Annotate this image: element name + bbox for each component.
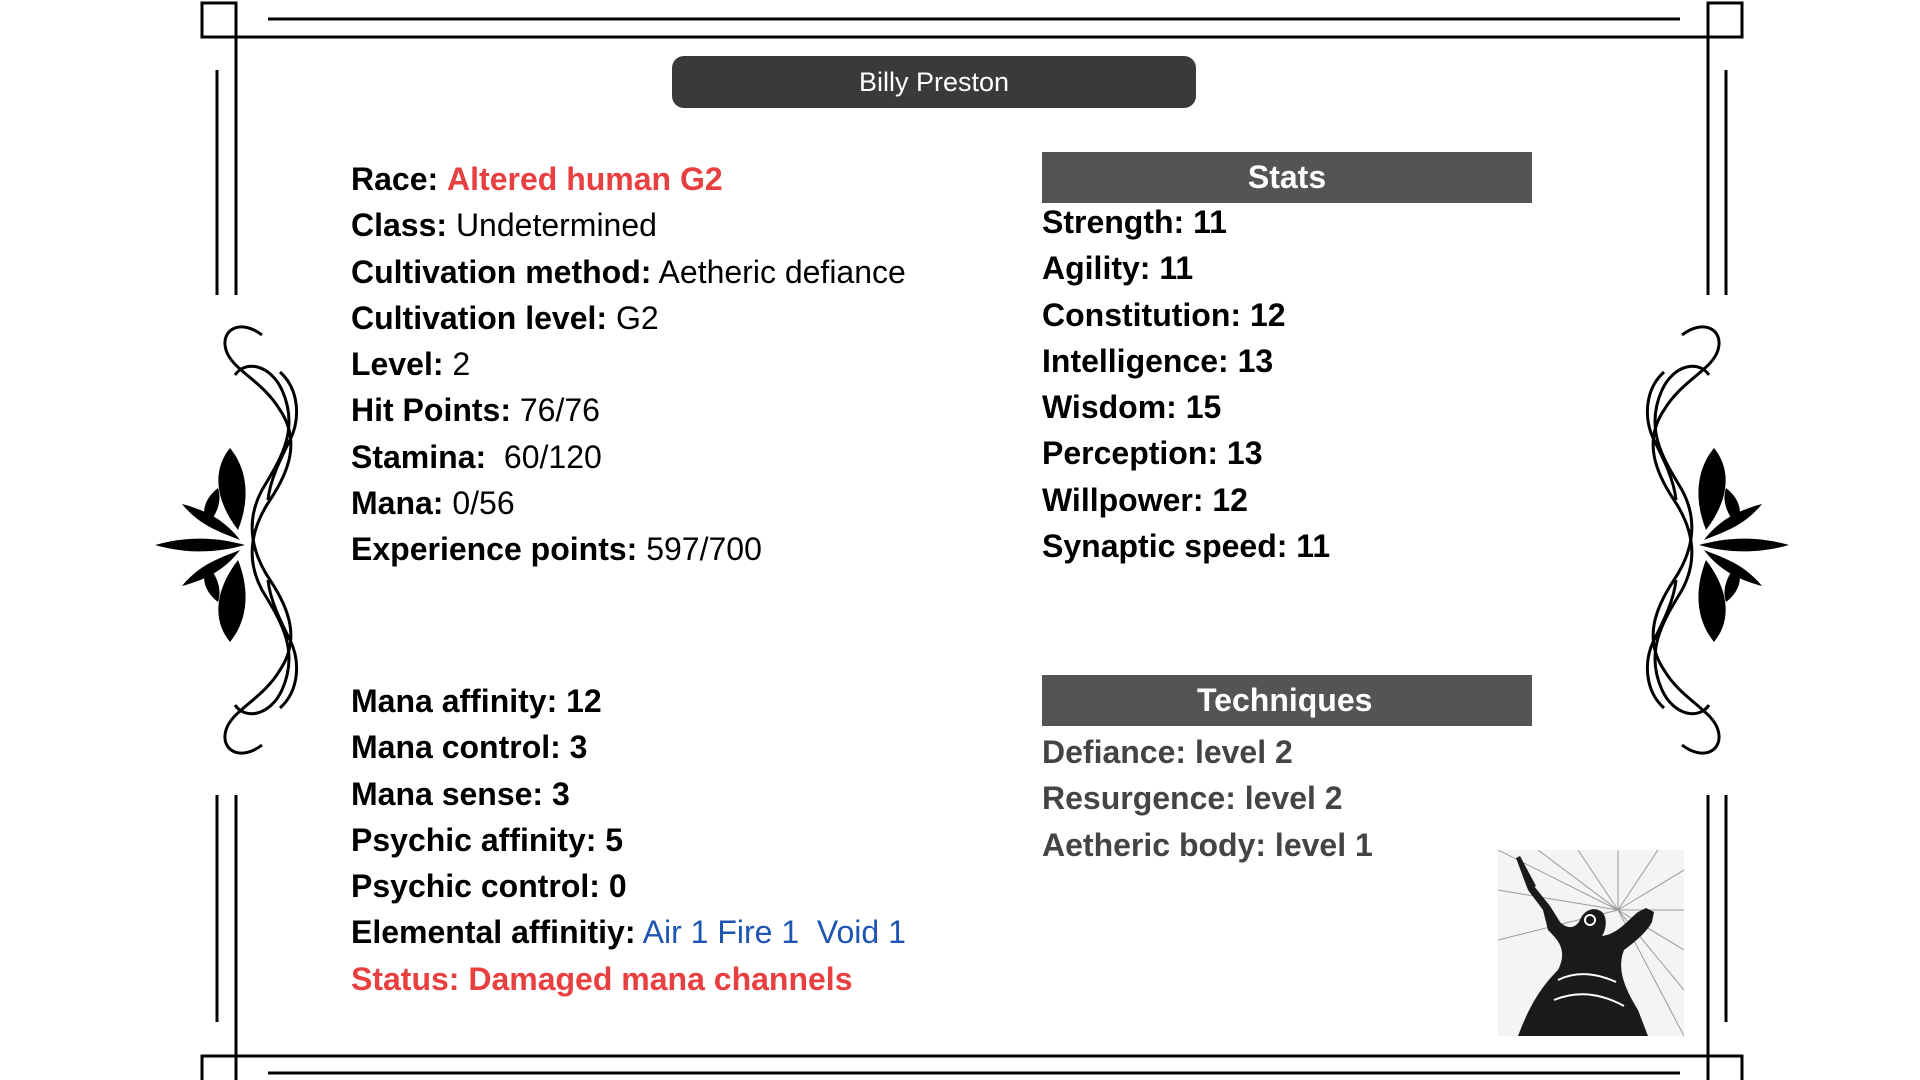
stat-perception: Perception: 13 (1042, 435, 1263, 472)
stats-header: Stats (1042, 152, 1532, 203)
technique-resurgence: Resurgence: level 2 (1042, 780, 1343, 817)
stats-list (1042, 199, 1330, 569)
stat-willpower: Willpower: 12 (1042, 481, 1248, 518)
stat-intelligence: Intelligence: 13 (1042, 342, 1274, 379)
left-ornament (225, 327, 297, 753)
stat-wisdom: Wisdom: 15 (1042, 389, 1222, 426)
stat-agility: Agility: 11 (1042, 250, 1194, 287)
character-name: Billy Preston (858, 66, 1010, 97)
mana-sense: Mana sense: 3 (351, 775, 570, 812)
info-mana: Mana: 0/56 (351, 485, 515, 522)
warrior-portrait-icon (1498, 850, 1684, 1036)
info-cultivation-level: Cultivation level: G2 (351, 299, 659, 336)
psychic-control: Psychic control: 0 (351, 868, 627, 905)
character-name-bar (672, 56, 1196, 108)
right-ornament (1647, 327, 1719, 753)
affinities-list (351, 678, 906, 1002)
info-hit-points: Hit Points: 76/76 (351, 392, 600, 429)
technique-aetheric-body: Aetheric body: level 1 (1042, 826, 1373, 863)
stat-strength: Strength: 11 (1042, 204, 1227, 240)
stat-constitution: Constitution: 12 (1042, 296, 1286, 333)
info-experience: Experience points: 597/700 (351, 531, 762, 568)
techniques-header: Techniques (1042, 675, 1532, 726)
info-stamina: Stamina: 60/120 (351, 438, 602, 475)
stat-synaptic-speed: Synaptic speed: 11 (1042, 528, 1331, 565)
info-level: Level: 2 (351, 346, 471, 383)
right-ornament-leaves (1698, 448, 1789, 642)
mana-control: Mana control: 3 (351, 729, 588, 766)
psychic-affinity: Psychic affinity: 5 (351, 821, 624, 858)
elemental-affinity: Elemental affinitiy: Air 1 Fire 1 Void 1 (351, 914, 906, 951)
left-ornament-leaves (155, 448, 246, 642)
info-class: Class: Undetermined (351, 207, 657, 244)
mana-affinity: Mana affinity: 12 (351, 683, 602, 719)
status-text: Status: Damaged mana channels (351, 960, 853, 997)
info-cultivation-method: Cultivation method: Aetheric defiance (351, 253, 906, 290)
techniques-list (1042, 729, 1373, 868)
character-info (351, 156, 906, 573)
technique-defiance: Defiance: level 2 (1042, 734, 1293, 770)
info-race: Race: Altered human G2 (351, 161, 723, 197)
